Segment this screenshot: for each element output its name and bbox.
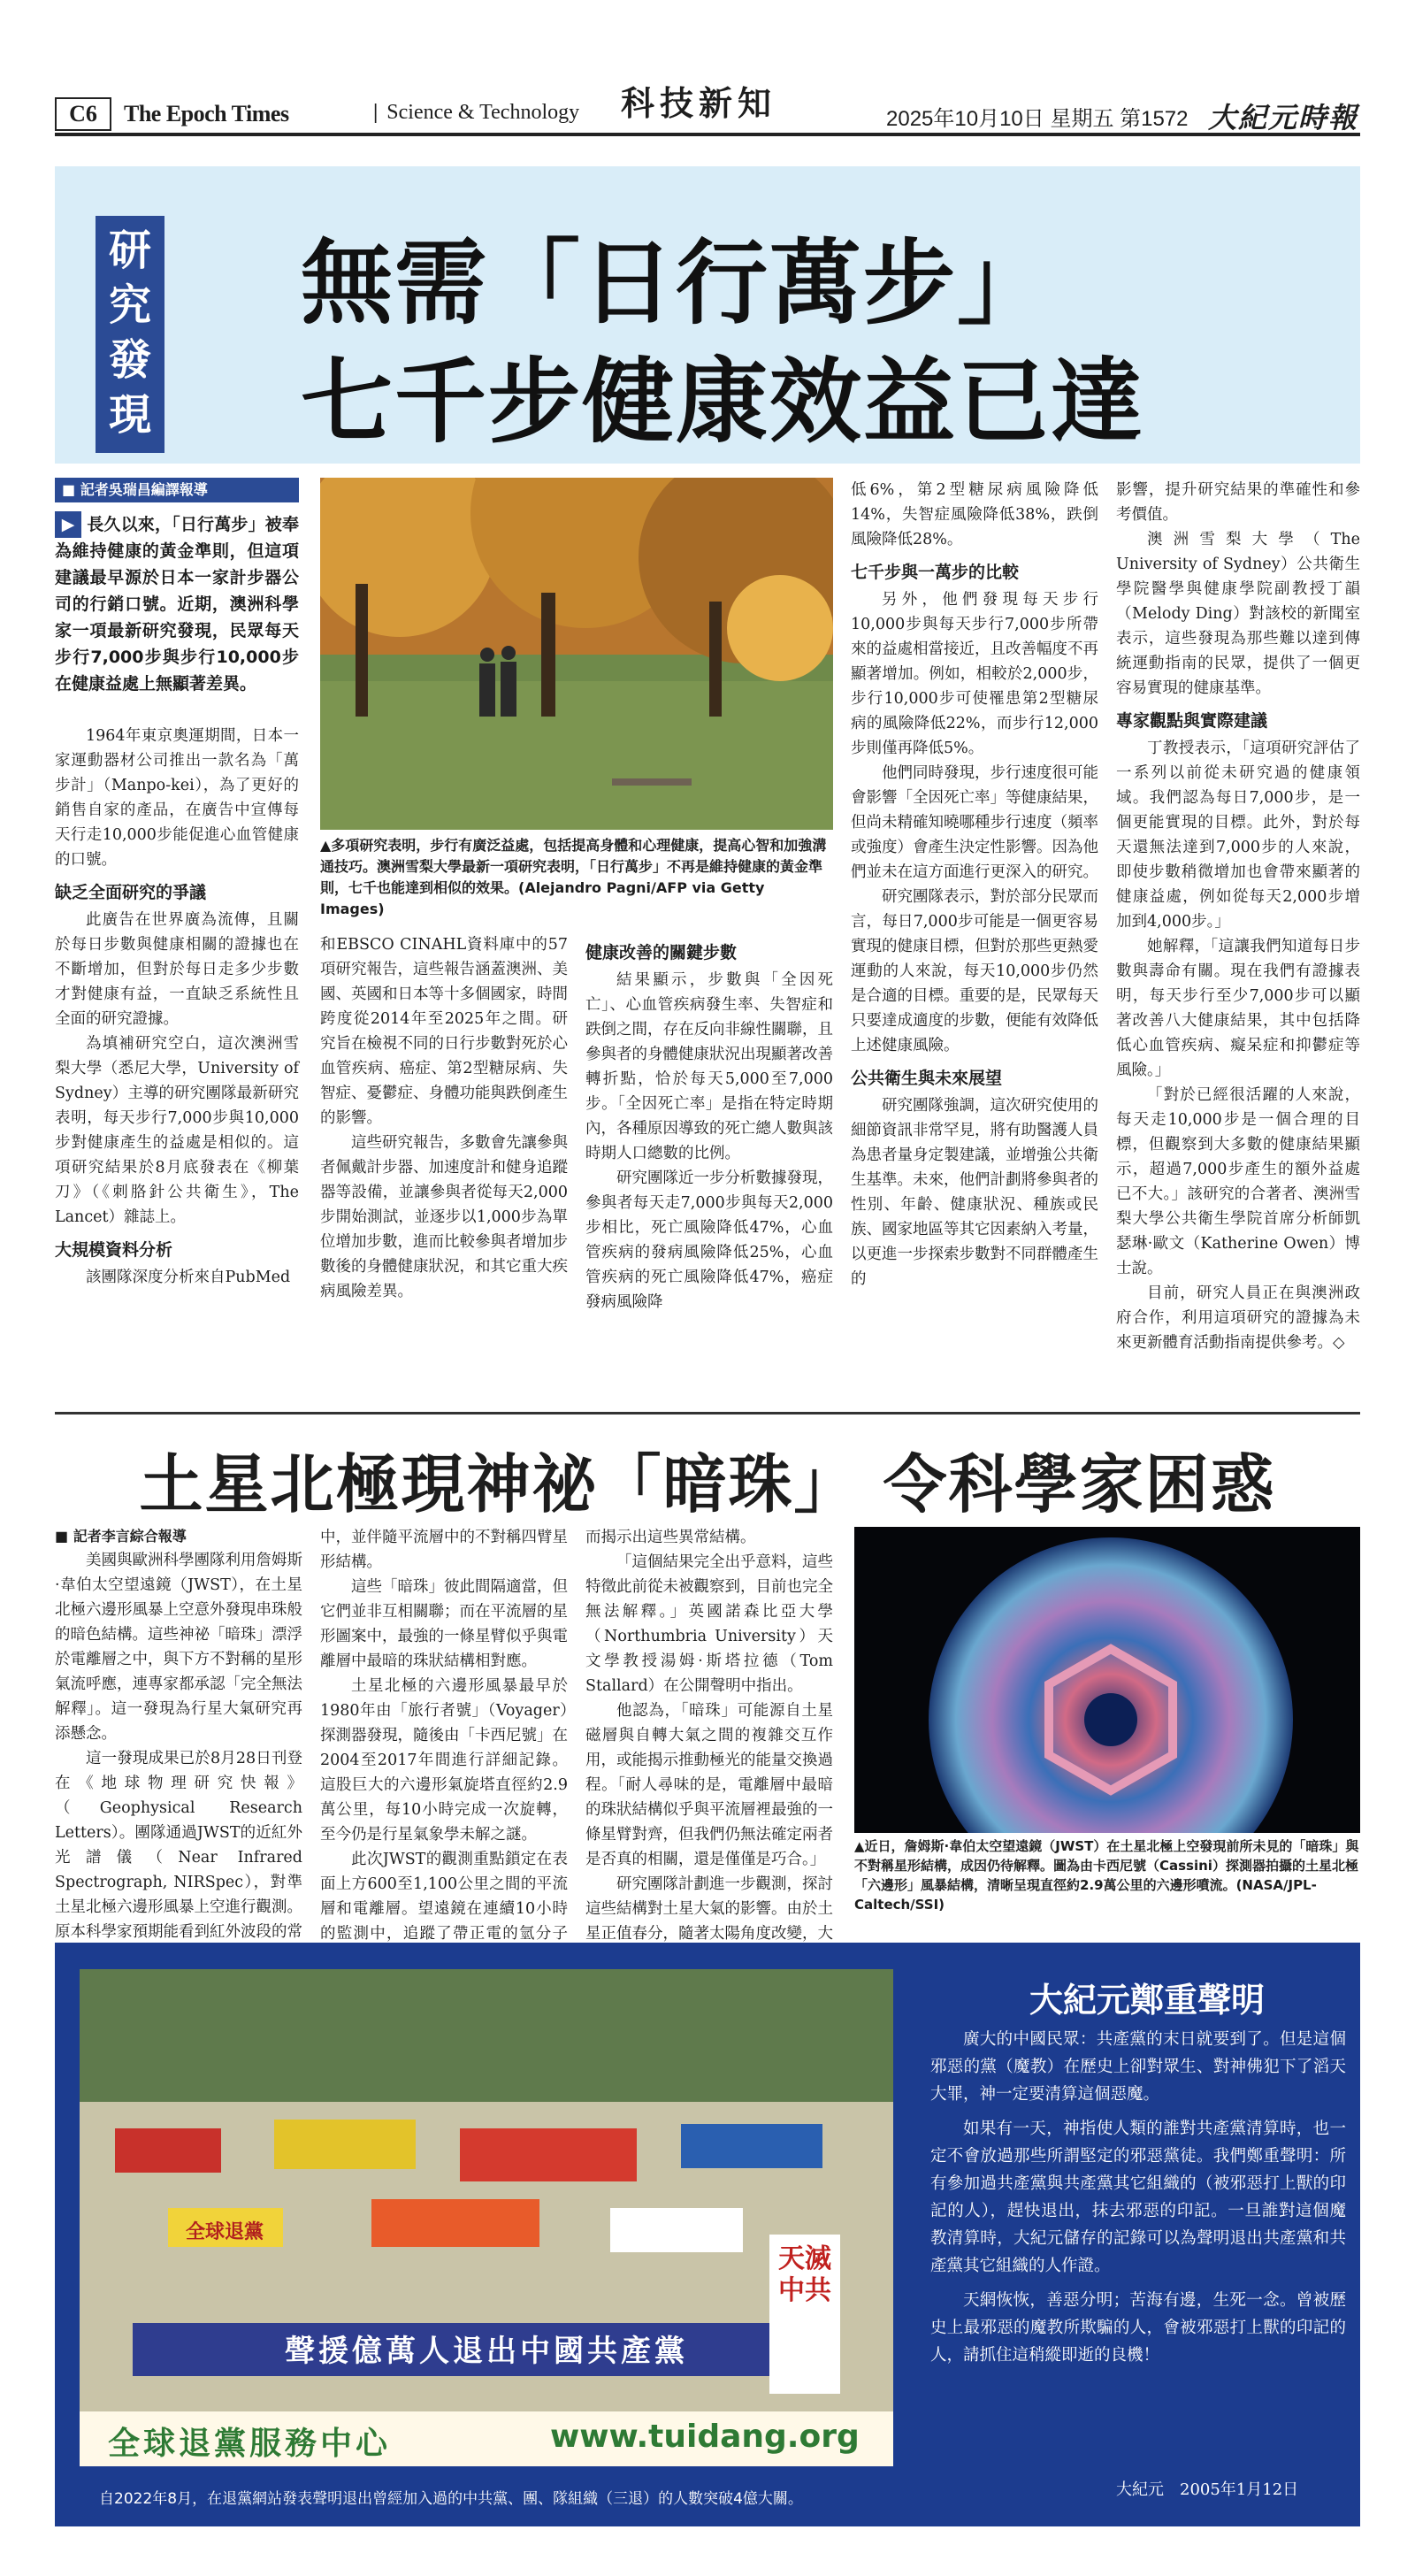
- paragraph: 此次JWST的觀測重點鎖定在表面上方600至1,100公里之間的平流層和電離層。望遠鏡在連續10小時的監測中，追蹤了帶正電的氫分子: [320, 1851, 568, 1943]
- paragraph: 結果顯示，步數與「全因死亡」、心血管疾病發生率、失智症和跌倒之間，存在反向非線性關聯，且參與者的身體健康狀況出現顯著改善轉折點，恰於每天5,000至7,000步。「全因死亡率」是指在特定時期內，各種原因導致的死亡總人數與該時期人口總數的比例。: [585, 971, 833, 1162]
- paragraph: 和EBSCO CINAHL資料庫中的57項研究報告，這些報告涵蓋澳洲、美國、英國和日本等十多個國家，時間跨度從2014年至2025年之間。研究旨在檢視不同的日行步數對死於心血管疾病、癌症、第2型糖尿病、失智症、憂鬱症、身體功能與跌倒產生的影響。: [320, 936, 568, 1127]
- paragraph: 研究團隊強調，這次研究使用的細節資訊非常罕見，將有助醫護人員為患者量身定製建議，並增強公共衛生基準。未來，他們計劃將參與者的性別、年齡、健康狀況、種族或民族、國家地區等其它因素納入考量，以更進一步探索步數對不同群體產生的: [851, 1097, 1098, 1288]
- paragraph: 研究團隊表示，對於部分民眾而言，每日7,000步可能是一個更容易實現的健康目標，但對於那些更熱愛運動的人來說，每天10,000步仍然是合適的目標。重要的是，民眾每天只要達成適度的步數，便能有效降低上述健康風險。: [851, 888, 1098, 1054]
- paragraph: 「對於已經很活躍的人來說，每天走10,000步是一個合理的目標，但觀察到大多數的健康結果顯示，超過7,000步產生的額外益處已不大。」該研究的合著者、澳洲雪梨大學公共衛生學院首席分析師凱瑟琳·歐文（Katherine Owen）博士說。: [1116, 1086, 1360, 1277]
- article1-col4: [851, 478, 1098, 1292]
- issue-date: 2025年10月10日 星期五 第1572: [886, 107, 1189, 131]
- section-name: | Science & Technology: [373, 101, 579, 125]
- paragraph: 中，並伴隨平流層中的不對稱四臂星形結構。: [320, 1529, 568, 1571]
- category-tag: 研究發現: [96, 216, 164, 453]
- page-number: C6: [55, 97, 111, 131]
- paragraph: 丁教授表示，「這項研究評估了一系列以前從未研究過的健康領域。我們認為每日7,000步，是一個更能實現的目標。此外，對於每天還無法達到7,000步的人來說，即使步數稍微增加也會帶來顯著的健康益處，例如從每天2,000步增加到4,000步。」: [1116, 740, 1360, 931]
- rally-photo: [80, 1969, 893, 2465]
- paragraph: 他們同時發現，步行速度很可能會影響「全因死亡率」等健康結果，但尚未精確知曉哪種步行速度（頻率或強度）會產生決定性影響。因為他們並未在這方面進行更深入的研究。: [851, 764, 1098, 881]
- article1-col1: [55, 478, 299, 1290]
- notice-title: 大紀元鄭重聲明: [1029, 1981, 1265, 2020]
- tuidang-link[interactable]: www.tuidang.org: [550, 2419, 860, 2455]
- paragraph: 為填補研究空白，這次澳洲雪梨大學（悉尼大學，University of Sydney）主導的研究團隊最新研究表明，每天步行7,000步與10,000步對健康產生的益處是相似的。這項研究結果於8月底發表在《柳葉刀》（《刺胳針公共衛生》，The Lancet）雜誌上。: [55, 1035, 299, 1226]
- rally-banner-text: 聲援億萬人退出中國共產黨: [285, 2334, 688, 2369]
- subheading: 公共衛生與未來展望: [851, 1069, 1003, 1088]
- paragraph: 美國與歐洲科學團隊利用詹姆斯·韋伯太空望遠鏡（JWST），在土星北極六邊形風暴上空意外發現串珠般的暗色結構。這些神祕「暗珠」漂浮於電離層之中，與下方不對稱的星形氣流呼應，連專家都承認「完全無法解釋」。這一發現為行星大氣研究再添懸念。: [55, 1552, 302, 1743]
- paragraph: 土星北極的六邊形風暴最早於1980年由「旅行者號」（Voyager）探測器發現，隨後由「卡西尼號」在2004至2017年間進行詳細記錄。這股巨大的六邊形氣旋塔直徑約2.9萬公里，每10小時完成一次旋轉，至今仍是行星氣象學未解之謎。: [320, 1677, 568, 1844]
- paragraph: 這些「暗珠」彼此間隔適當，但它們並非互相關聯；而在平流層的星形圖案中，最強的一條星臂似乎與電離層中最暗的珠狀結構相對應。: [320, 1578, 568, 1670]
- paragraph: 這些研究報告，多數會先讓參與者佩戴計步器、加速度計和健身追蹤器等設備，並讓參與者從每天2,000步開始測試，並逐步以1,000步為單位增加步數，進而比較參與者增加步數後的身體健康狀況，和其它重大疾病風險差異。: [320, 1134, 568, 1300]
- article1-col2: [320, 932, 568, 1304]
- rally-vertical-sign: 天滅中共: [778, 2243, 831, 2306]
- subheading: 大規模資料分析: [55, 1240, 173, 1260]
- paragraph: 另外，他們發現每天步行10,000步與每天步行7,000步所帶來的益處相當接近，且改善幅度不再顯著增加。例如，相較於2,000步，步行10,000步可使罹患第2型糖尿病的風險降低22%，而步行12,000步則僅再降低5%。: [851, 591, 1098, 757]
- article1-byline: ■ 記者吳瑞昌編譯報導: [55, 478, 299, 502]
- paragraph: 澳洲雪梨大學（The University of Sydney）公共衛生學院醫學與健康學院副教授丁韻（Melody Ding）對該校的新聞室表示，這些發現為那些難以達到傳統運動指南的民眾，提供了一個更容易實現的健康基準。: [1116, 531, 1360, 697]
- notice-signature: 大紀元 2005年1月12日: [1116, 2480, 1299, 2499]
- article1-lead: ▶ 長久以來，「日行萬步」被奉為維持健康的黃金準則，但這項建議最早源於日本一家計步器公司的行銷口號。近期，澳洲科學家一項最新研究發現，民眾每天步行7,000步與步行10,000步在健康益處上無顯著差異。: [55, 511, 299, 697]
- column-name: 科技新知: [621, 83, 777, 123]
- notice-section: [55, 1943, 1360, 2526]
- paragraph: 目前，研究人員正在與澳洲政府合作，利用這項研究的證據為未來更新體育活動指南提供參考。◇: [1116, 1284, 1360, 1352]
- subheading: 七千步與一萬步的比較: [851, 563, 1020, 582]
- subheading: 健康改善的關鍵步數: [585, 943, 738, 962]
- paragraph: 研究團隊計劃進一步觀測，探討這些結構對土星大氣的影響。由於土星正值春分，隨著太陽角度改變，大: [585, 1875, 833, 1943]
- page-header: [55, 83, 1360, 136]
- paragraph: 如果有一天，神指使人類的誰對共產黨清算時，也一定不會放過那些所謂堅定的邪惡黨徒。我們鄭重聲明：所有參加過共產黨與共產黨其它組織的（被邪惡打上獸的印記的人），趕快退出，抹去邪惡的印記。一旦誰對這個魔教清算時，大紀元儲存的記錄可以為聲明退出共產黨和共產黨其它組織的人作證。: [930, 2120, 1346, 2275]
- article2-byline: ■ 記者李言綜合報導: [55, 1528, 187, 1545]
- notice-body: [930, 2026, 1346, 2376]
- brand-name: The Epoch Times: [124, 101, 289, 126]
- article2-title: 土星北極現神祕「暗珠」 令科學家困惑: [139, 1447, 1276, 1522]
- paragraph: 廣大的中國民眾：共產黨的末日就要到了。但是這個邪惡的黨（魔教）在歷史上卻對眾生、對神佛犯下了滔天大罪，神一定要清算這個惡魔。: [930, 2030, 1346, 2104]
- paragraph: 該團隊深度分析來自PubMed: [86, 1269, 291, 1286]
- paragraph: 低6%，第2型糖尿病風險降低14%，失智症風險降低38%，跌倒風險降低28%。: [851, 481, 1098, 548]
- paragraph: 研究團隊近一步分析數據發現，參與者每天走7,000步與每天2,000步相比，死亡風險降低47%，心血管疾病的發病風險降低25%，心血管疾病的死亡風險降低47%，癌症發病風險降: [585, 1169, 833, 1311]
- article2-col3: [585, 1525, 833, 1971]
- paragraph: 這一發現成果已於8月28日刊登在《地球物理研究快報》（Geophysical Research Letters）。團隊通過JWST的近紅外光譜儀（Near Infrared Spectrograph, NIRSpec），對準土星北極六邊形風暴上空進行觀測。原本科學家預期能看到紅外波段的常: [55, 1750, 302, 1941]
- walking-couple-photo: [320, 478, 833, 830]
- rally-sign-text: 全球退黨: [186, 2220, 264, 2243]
- paragraph: 天網恢恢，善惡分明；苦海有邊，生死一念。曾被歷史上最邪惡的魔教所欺騙的人，會被邪惡打上獸的印記的人，請抓住這稍縱即逝的良機！: [930, 2291, 1346, 2365]
- paragraph: 她解釋，「這讓我們知道每日步數與壽命有關。現在我們有證據表明，每天步行至少7,000步可以顯著改善八大健康結果，其中包括降低心血管疾病、癡呆症和抑鬱症等風險。」: [1116, 938, 1360, 1079]
- paragraph: 他認為，「暗珠」可能源自土星磁層與自轉大氣之間的複雜交互作用，或能揭示推動極光的能量交換過程。「耐人尋味的是，電離層中最暗的珠狀結構似乎與平流層裡最強的一條星臂對齊，但我們仍無法確定兩者是否真的相關，還是僅僅是巧合。」: [585, 1702, 833, 1868]
- paragraph: 「這個結果完全出乎意料，這些特徵此前從未被觀察到，目前也完全無法解釋。」英國諾森比亞大學（Northumbria University）天文學教授湯姆·斯塔拉德（Tom Stallard）在公開聲明中指出。: [585, 1553, 833, 1695]
- notice-footer: 自2022年8月，在退黨網站發表聲明退出曾經加入過的中共黨、團、隊組織（三退）的人數突破4億大關。: [99, 2490, 803, 2508]
- article1-col3: [585, 932, 833, 1315]
- saturn-caption: ▲近日，詹姆斯·韋伯太空望遠鏡（JWST）在土星北極上空發現前所未見的「暗珠」與不對稱星形結構，成因仍待解釋。圖為由卡西尼號（Cassini）探測器拍攝的土星北極「六邊形」風暴結構，清晰呈現直徑約2.9萬公里的六邊形噴流。(NASA/JPL-Caltech/SSI): [854, 1833, 1360, 1930]
- newspaper-logo: 大紀元時報: [1208, 101, 1359, 134]
- article2-col2: [320, 1525, 568, 1971]
- subheading: 專家觀點與實際建議: [1116, 711, 1268, 731]
- subheading: 缺乏全面研究的爭議: [55, 883, 207, 902]
- service-name: 全球退黨服務中心: [108, 2425, 392, 2462]
- paragraph: 影響，提升研究結果的準確性和參考價值。: [1116, 481, 1360, 524]
- paragraph: 1964年東京奧運期間，日本一家運動器材公司推出一款名為「萬步計」（Manpo-kei），為了更好的銷售自家的產品，在廣告中宣傳每天行走10,000步能促進心血管健康的口號。: [55, 727, 299, 869]
- photo-caption: ▲多項研究表明，步行有廣泛益處，包括提高身體和心理健康，提高心智和加強溝通技巧。澳洲雪梨大學最新一項研究表明，「日行萬步」不再是維持健康的黃金準則，七千也能達到相似的效果。(Alejandro Pagni/AFP via Getty Images): [320, 837, 827, 917]
- headline-line2: 七千步健康效益已達: [301, 348, 1145, 456]
- headline-line1: 無需「日行萬步」: [301, 229, 1052, 337]
- paragraph: 而揭示出這些異常結構。: [585, 1529, 756, 1546]
- article2-divider: [55, 1412, 1360, 1414]
- paragraph: 此廣告在世界廣為流傳，且關於每日步數與健康相關的證據也在不斷增加，但對於每日走多少步數才對健康有益，一直缺乏系統性且全面的研究證據。: [55, 911, 299, 1028]
- article1-col5: [1116, 478, 1360, 1355]
- arrow-icon: ▶: [55, 511, 81, 538]
- article2-col1: [55, 1525, 302, 1994]
